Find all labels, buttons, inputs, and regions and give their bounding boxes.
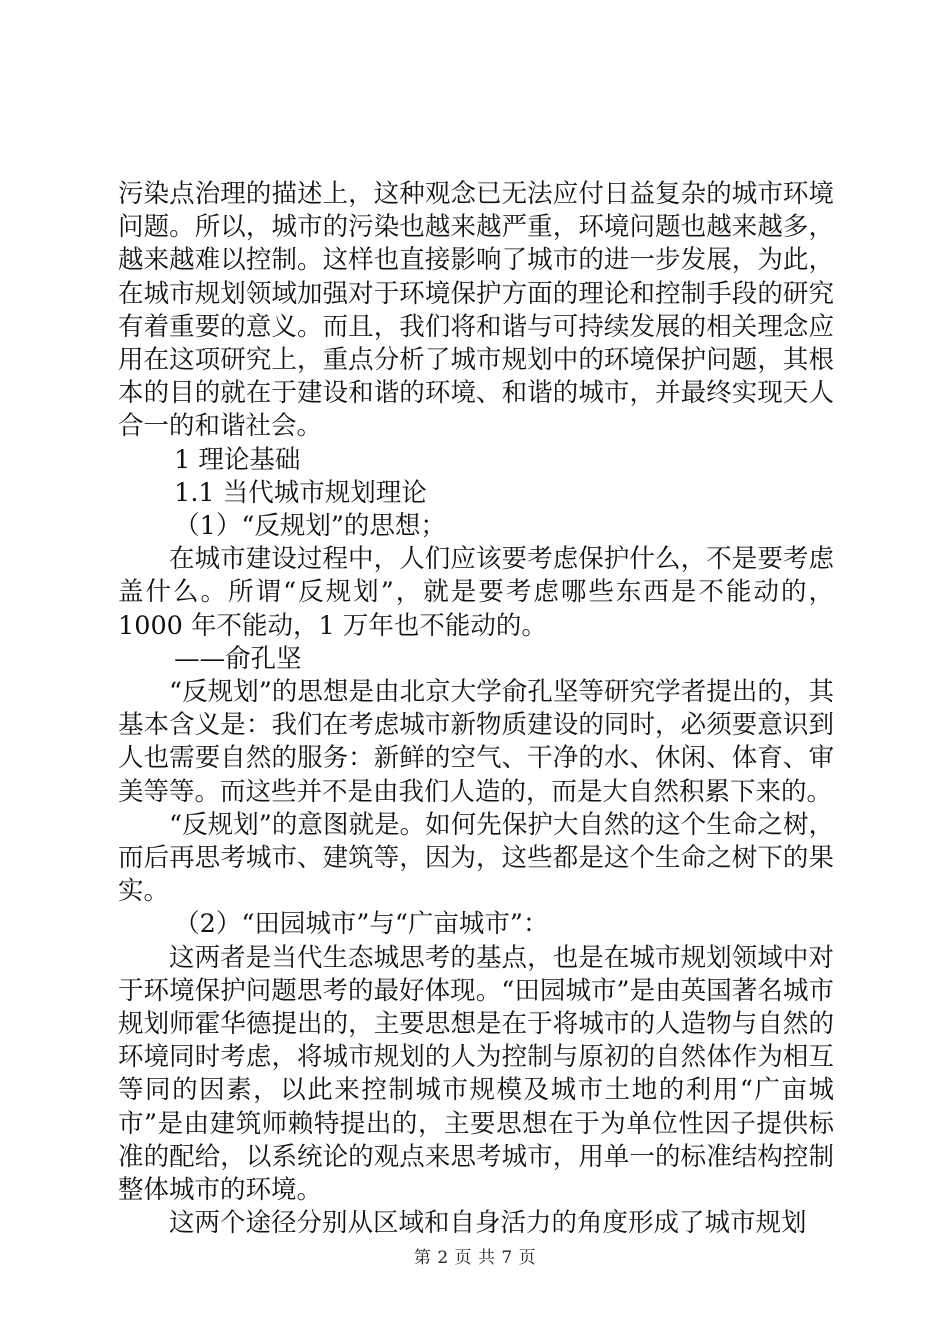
subsection-heading-planning-theory: 1.1 当代城市规划理论 [174,477,427,508]
paragraph-garden-city: 这两者是当代生态城思考的基点，也是在城市规划领域中对于环境保护问题思考的最好体现。“田园城市”是由英国著名城市规划师霍华德提出的，主要思想是在于将城市的人造物与自然的环境同时考虑，将城市规划的人为控制与原初的自然体作为相互等同的因素，以此来控制城市规模及城市土地的利用“广亩城市”是由建筑师赖特提出的，主要思想在于为单位性因子提供标准的配给，以系统论的观点来思考城市，用单一的标准结构控制整体城市的环境。 [118,942,834,1206]
paragraph-continuation: 污染点治理的描述上，这种观念已无法应付日益复杂的城市环境问题。所以，城市的污染也越来越严重，环境问题也越来越多，越来越难以控制。这样也直接影响了城市的进一步发展，为此，在城市规划领域加强对于环境保护方面的理论和控制手段的研究有着重要的意义。而且，我们将和谐与可持续发展的相关理念应用在这项研究上，重点分析了城市规划中的环境保护问题，其根本的目的就在于建设和谐的环境、和谐的城市，并最终实现天人合一的和谐社会。 [118,179,834,442]
item-heading-anti-planning: （1）“反规划”的思想； [174,511,446,542]
section-heading-theory: 1 理论基础 [174,444,301,475]
page-number-footer: 第 2 页 共 7 页 [413,1248,537,1268]
document-body [118,178,834,1241]
quote-paragraph: 在城市建设过程中，人们应该要考虑保护什么，不是要考虑盖什么。所谓“反规划”，就是要考虑哪些东西是不能动的，1000 年不能动，1 万年也不能动的。 [118,544,834,641]
paragraph-anti-planning-meaning: “反规划”的思想是由北京大学俞孔坚等研究学者提出的，其基本含义是：我们在考虑城市新物质建设的同时，必须要意识到人也需要自然的服务：新鲜的空气、干净的水、休闲、体育、审美等等。而这些并不是由我们人造的，而是大自然积累下来的。 [118,677,834,807]
paragraph-two-approaches: 这两个途径分别从区域和自身活力的角度形成了城市规划 [169,1208,807,1239]
paragraph-anti-planning-intent: “反规划”的意图就是。如何先保护大自然的这个生命之树，而后再思考城市、建筑等，因为，这些都是这个生命之树下的果实。 [118,809,834,907]
quote-attribution: ——俞孔坚 [174,643,302,674]
item-heading-garden-city: （2）“田园城市”与“广亩城市”： [174,909,549,940]
